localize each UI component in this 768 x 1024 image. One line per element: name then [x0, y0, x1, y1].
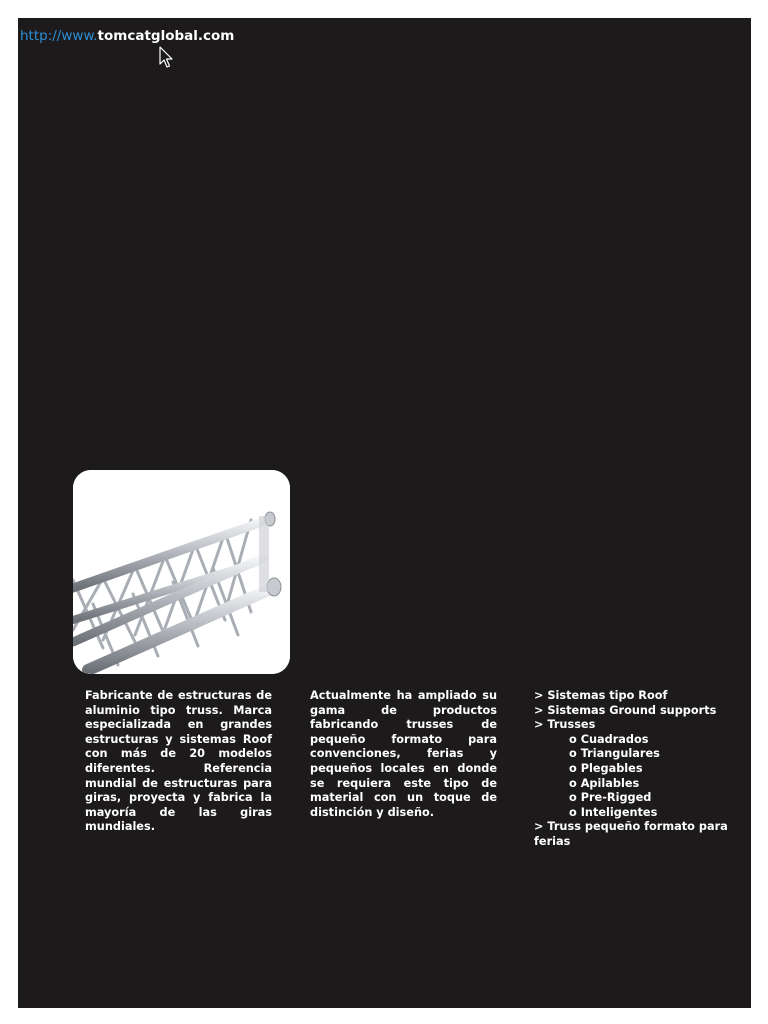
list-item: > Trusses [534, 718, 596, 732]
website-link[interactable] [20, 28, 234, 44]
sub-list-item: o Pre-Rigged [569, 791, 652, 805]
list-item: > Sistemas Ground supports [534, 703, 717, 717]
sub-list-item: o Inteligentes [569, 805, 658, 819]
url-domain: tomcatglobal.com [97, 28, 235, 44]
list-item: > Truss pequeño formato para ferias [534, 820, 728, 848]
list-item: > Sistemas tipo Roof [534, 689, 668, 702]
sub-list-item: o Cuadrados [569, 732, 649, 746]
sub-list-item: o Plegables [569, 761, 643, 775]
truss-photo [73, 470, 290, 674]
aluminium-truss-image [73, 470, 290, 674]
description-column-2: Actualmente ha ampliado su gama de productos fabricando trusses de pequeño formato para convenciones, ferias y pequeños locales en donde se requiera este tipo de material con un toque de distinción y diseño. [310, 689, 497, 819]
product-list [534, 689, 734, 850]
mouse-pointer-icon [159, 46, 175, 70]
description-column-1: Fabricante de estructuras de aluminio tipo truss. Marca especializada en grandes estructuras y sistemas Roof con más de 20 modelos diferentes. Referencia mundial de estructuras para giras, proyecta y fabrica la mayoría de las giras mundiales. [85, 689, 272, 834]
url-protocol: http://www. [20, 28, 98, 44]
sub-list-item: o Apilables [569, 776, 640, 790]
sub-list-item: o Triangulares [569, 747, 660, 761]
